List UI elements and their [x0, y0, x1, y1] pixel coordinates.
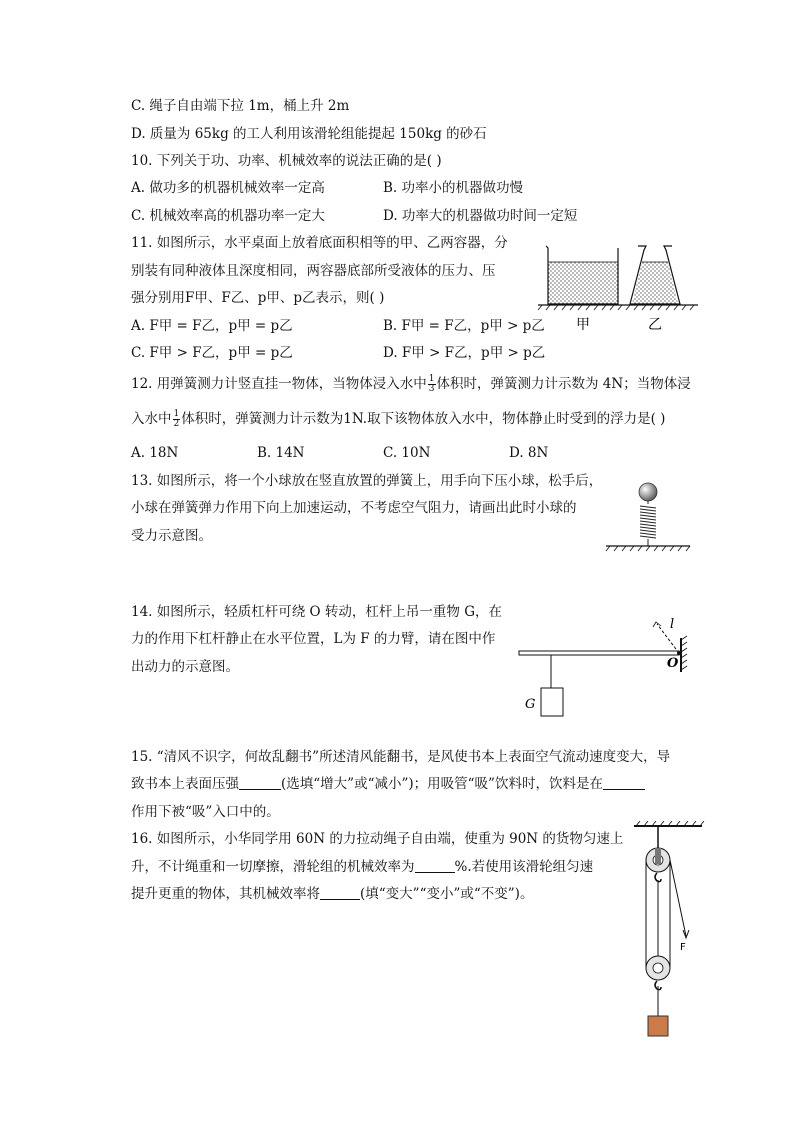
q16-line3-b: (填“变大”“变小”或“不变”)。	[360, 886, 534, 902]
q14-label-o: O	[667, 656, 679, 671]
q12-fraction-2	[173, 410, 181, 429]
q11-label-jia: 甲	[576, 317, 590, 333]
q11-option-d: D. F甲 > F乙，p甲 > p乙	[383, 345, 546, 361]
q9-option-d: D. 质量为 65kg 的工人利用该滑轮组能提起 150kg 的砂石	[131, 126, 487, 142]
q12-line2-a: 入水中	[131, 411, 172, 427]
q11-line1: 11. 如图所示，水平桌面上放着底面积相等的甲、乙两容器，分	[131, 235, 508, 251]
q16-line3-a: 提升更重的物体，其机械效率将	[131, 886, 320, 902]
q14-label-l: l	[670, 617, 675, 632]
q10-option-a: A. 做功多的机器机械效率一定高	[131, 180, 325, 196]
q12-frac2-den: 2	[173, 419, 180, 429]
q11-label-yi: 乙	[648, 317, 662, 333]
q11-option-c: C. F甲 > F乙，p甲 = p乙	[131, 345, 293, 361]
q16-line2-b: %.若使用该滑轮组匀速	[454, 859, 594, 875]
q15-line2	[131, 775, 645, 793]
q10-option-d: D. 功率大的机器做功时间一定短	[383, 208, 578, 224]
q12-line2	[131, 410, 665, 429]
q12-fraction-1	[428, 375, 436, 394]
q11-option-a: A. F甲 = F乙，p甲 = p乙	[131, 318, 293, 334]
q15-line2-a: 致书本上表面压强	[131, 776, 239, 792]
q11-option-b: B. F甲 = F乙，p甲 > p乙	[383, 318, 545, 334]
q10-stem: 10. 下列关于功、功率、机械效率的说法正确的是( )	[131, 153, 442, 169]
q12-frac1-num: 1	[428, 374, 435, 384]
q15-blank-1[interactable]	[239, 775, 281, 790]
q16-line1: 16. 如图所示，小华同学用 60N 的力拉动绳子自由端，使重为 90N 的货物匀速上	[131, 831, 624, 847]
q12-frac1-den: 3	[428, 384, 435, 394]
q16-line3	[131, 885, 533, 903]
q12-line2-b: 体积时，弹簧测力计示数为1N.取下该物体放入水中，物体静止时受到的浮力是( )	[181, 411, 666, 427]
q14-label-g: G	[525, 697, 536, 712]
q13-line1: 13. 如图所示，将一个小球放在竖直放置的弹簧上，用手向下压小球，松手后，	[131, 473, 603, 489]
q15-line1: 15. “清风不识字，何故乱翻书”所述清风能翻书，是风使书本上表面空气流动速度变大，导	[131, 749, 671, 765]
q13-line2: 小球在弹簧弹力作用下向上加速运动，不考虑空气阻力，请画出此时小球的	[131, 500, 577, 516]
q14-line1: 14. 如图所示，轻质杠杆可绕 O 转动，杠杆上吊一重物 G，在	[131, 604, 502, 620]
q9-option-c: C. 绳子自由端下拉 1m，桶上升 2m	[131, 98, 350, 114]
q16-label-f: F	[680, 942, 686, 953]
q14-line2: 力的作用下杠杆静止在水平位置，L为 F 的力臂，请在图中作	[131, 631, 496, 647]
q15-line2-b: (选填“增大”或“减小”)；用吸管“吸”饮料时，饮料是在	[281, 776, 603, 792]
q13-line3: 受力示意图。	[131, 528, 212, 544]
q10-option-c: C. 机械效率高的机器功率一定大	[131, 208, 325, 224]
q11-line2: 别装有同种液体且深度相同，两容器底部所受液体的压力、压	[131, 263, 496, 279]
q10-option-b: B. 功率小的机器做功慢	[383, 180, 524, 196]
q12-frac2-num: 1	[173, 409, 180, 419]
q16-blank-2[interactable]	[320, 885, 360, 900]
q14-lever-figure	[515, 610, 695, 722]
q15-line3: 作用下被“吸”入口中的。	[131, 804, 280, 820]
q12-option-a: A. 18N	[131, 445, 179, 461]
q12-line1-a: 12. 用弹簧测力计竖直挂一物体，当物体浸入水中	[131, 376, 427, 392]
q16-line2-a: 升，不计绳重和一切摩擦，滑轮组的机械效率为	[131, 859, 415, 875]
q12-option-d: D. 8N	[509, 445, 549, 461]
q15-blank-2[interactable]	[603, 775, 645, 790]
q13-ball-spring-figure	[604, 478, 694, 553]
q12-option-b: B. 14N	[257, 445, 305, 461]
q11-line3: 强分别用F甲、F乙、p甲、p乙表示，则( )	[131, 290, 385, 306]
q16-pulley-figure	[628, 818, 708, 1043]
q11-containers-figure	[538, 238, 698, 336]
q16-blank-1[interactable]	[415, 858, 455, 873]
q12-line1-b: 体积时，弹簧测力计示数为 4N；当物体浸	[436, 376, 691, 392]
q12-option-c: C. 10N	[383, 445, 431, 461]
q16-line2	[131, 858, 593, 876]
q12-line1	[131, 375, 691, 394]
q14-line3: 出动力的示意图。	[131, 659, 239, 675]
